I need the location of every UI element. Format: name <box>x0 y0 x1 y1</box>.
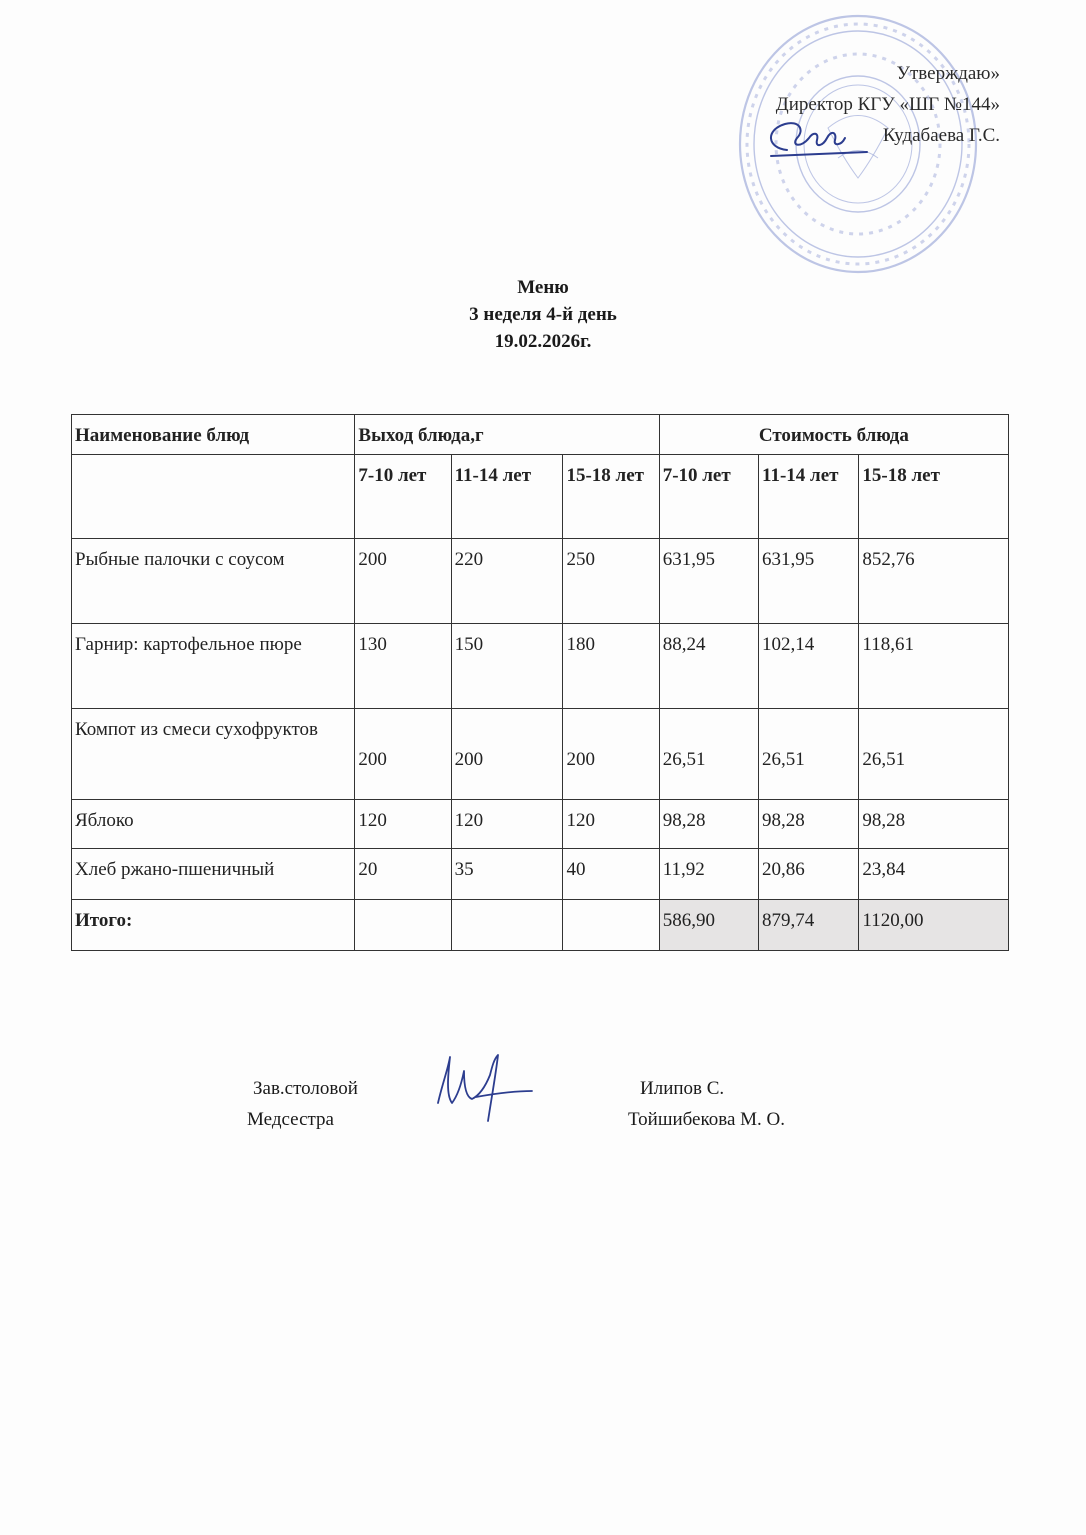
header-age: 11-14 лет <box>451 455 563 539</box>
cost-cell: 23,84 <box>859 849 1009 900</box>
header-cost: Стоимость блюда <box>659 415 1008 455</box>
header-age: 7-10 лет <box>355 455 451 539</box>
signature-name-1: Илипов С. <box>640 1078 725 1099</box>
empty-cell <box>451 900 563 951</box>
empty-cell <box>563 900 659 951</box>
yield-cell: 35 <box>451 849 563 900</box>
cost-cell: 118,61 <box>859 624 1009 709</box>
yield-cell: 120 <box>451 800 563 849</box>
title-line-2: 3 неделя 4-й день <box>469 304 617 325</box>
yield-cell: 180 <box>563 624 659 709</box>
cost-cell: 11,92 <box>659 849 758 900</box>
director-signature-icon <box>757 108 877 168</box>
cost-cell: 98,28 <box>859 800 1009 849</box>
cost-cell: 26,51 <box>859 709 1009 800</box>
cost-cell: 26,51 <box>759 709 859 800</box>
header-dish-name: Наименование блюд <box>72 415 355 455</box>
cost-cell: 26,51 <box>659 709 758 800</box>
total-cost-cell: 879,74 <box>759 900 859 951</box>
title-line-1: Меню <box>517 277 569 298</box>
yield-cell: 20 <box>355 849 451 900</box>
cost-cell: 98,28 <box>759 800 859 849</box>
table-row <box>72 624 1009 709</box>
menu-title <box>0 274 1086 355</box>
menu-table <box>71 414 1009 951</box>
cost-cell: 88,24 <box>659 624 758 709</box>
yield-cell: 40 <box>563 849 659 900</box>
dish-name: Яблоко <box>72 800 355 849</box>
table-row <box>72 709 1009 800</box>
table-row <box>72 849 1009 900</box>
table-row <box>72 800 1009 849</box>
approval-line-3: Кудабаева Г.С. <box>882 125 1000 146</box>
yield-cell: 200 <box>451 709 563 800</box>
yield-cell: 130 <box>355 624 451 709</box>
yield-cell: 120 <box>563 800 659 849</box>
table-row <box>72 539 1009 624</box>
cost-cell: 631,95 <box>659 539 758 624</box>
table-header-row <box>72 415 1009 455</box>
total-label: Итого: <box>72 900 355 951</box>
table-total-row <box>72 900 1009 951</box>
yield-cell: 200 <box>355 539 451 624</box>
cost-cell: 98,28 <box>659 800 758 849</box>
yield-cell: 200 <box>563 709 659 800</box>
dish-name: Рыбные палочки с соусом <box>72 539 355 624</box>
header-yield: Выход блюда,г <box>355 415 659 455</box>
signature-name-2: Тойшибекова М. О. <box>628 1109 786 1130</box>
yield-cell: 220 <box>451 539 563 624</box>
canteen-signature-icon <box>428 1045 538 1127</box>
yield-cell: 250 <box>563 539 659 624</box>
header-age: 11-14 лет <box>759 455 859 539</box>
dish-name: Компот из смеси сухофруктов <box>72 709 355 800</box>
signature-role-2: Медсестра <box>247 1109 334 1130</box>
table-age-row <box>72 455 1009 539</box>
header-age: 15-18 лет <box>859 455 1009 539</box>
header-age: 15-18 лет <box>563 455 659 539</box>
approval-line-2: Директор КГУ «ШГ №144» <box>775 94 1000 115</box>
cost-cell: 852,76 <box>859 539 1009 624</box>
yield-cell: 120 <box>355 800 451 849</box>
title-line-3: 19.02.2026г. <box>494 331 592 352</box>
dish-name: Гарнир: картофельное пюре <box>72 624 355 709</box>
cost-cell: 102,14 <box>759 624 859 709</box>
yield-cell: 200 <box>355 709 451 800</box>
empty-cell <box>355 900 451 951</box>
dish-name: Хлеб ржано-пшеничный <box>72 849 355 900</box>
total-cost-cell: 1120,00 <box>859 900 1009 951</box>
cost-cell: 631,95 <box>759 539 859 624</box>
cost-cell: 20,86 <box>759 849 859 900</box>
header-age: 7-10 лет <box>659 455 758 539</box>
approval-line-1: Утверждаю» <box>896 63 1000 84</box>
total-cost-cell: 586,90 <box>659 900 758 951</box>
yield-cell: 150 <box>451 624 563 709</box>
header-empty <box>72 455 355 539</box>
signature-role-1: Зав.столовой <box>253 1078 358 1099</box>
